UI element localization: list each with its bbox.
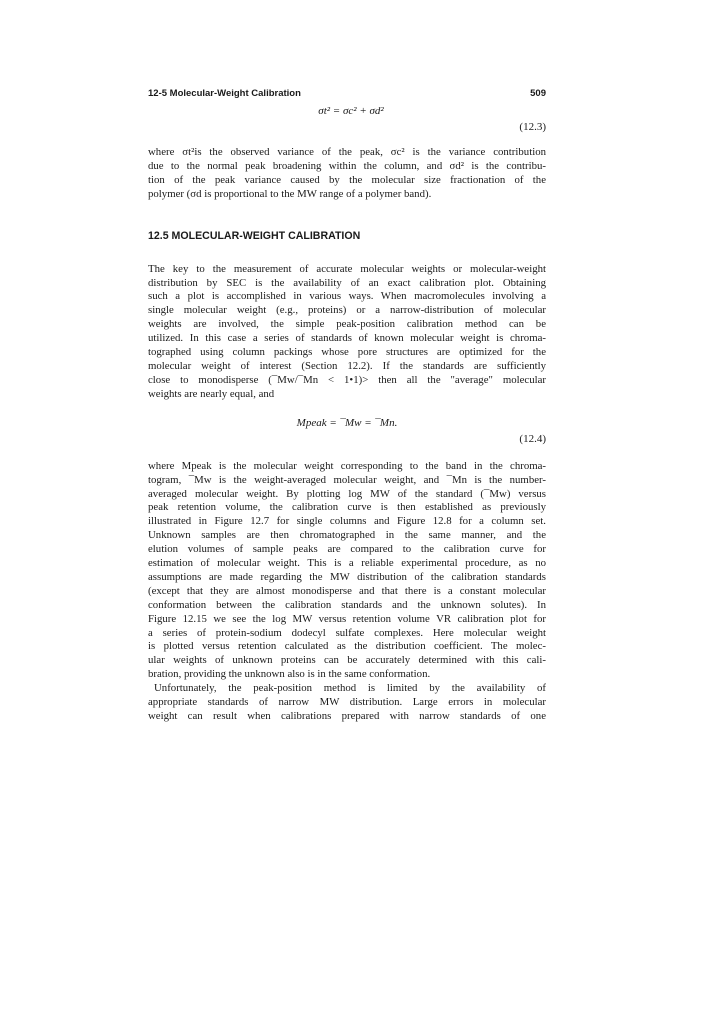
- text-line: averaged molecular weight. By plotting log MW of the standard (¯Mw) versus: [148, 487, 546, 500]
- equation-body: σt² = σc² + σd²: [318, 105, 384, 117]
- text-line: tographed using column packings whose pore structures are optimized for the: [148, 346, 546, 359]
- text-line: togram, ¯Mw is the weight-averaged molecular weight, and ¯Mn is the number-: [148, 473, 546, 486]
- text-line: such a plot is accomplished in various ways. When macromolecules involving a: [148, 290, 546, 303]
- text-line: estimation of molecular weight. This is a reliable experimental procedure, as no: [148, 557, 546, 570]
- equation-body: Mpeak = ¯Mw = ¯Mn.: [296, 416, 398, 429]
- text-line: is plotted versus retention calculated as the distribution coefficient. The molec-: [148, 640, 546, 653]
- text-line: Unfortunately, the peak-position method is limited by the availability of: [154, 682, 546, 695]
- text-line: due to the normal peak broadening within the column, and σd² is the contribu-: [148, 159, 546, 172]
- text-line: a series of protein-sodium dodecyl sulfate complexes. Here molecular weight: [148, 626, 546, 639]
- text-line: utilized. In this case a series of standards of known molecular weight is chroma-: [148, 332, 546, 345]
- text-line: appropriate standards of narrow MW distribution. Large errors in molecular: [148, 696, 546, 709]
- text-line: close to monodisperse (¯Mw/¯Mn < 1•1)> then all the "average" molecular: [148, 373, 546, 386]
- text-line: weights are involved, the simple peak-position calibration method can be: [148, 318, 546, 331]
- book-page: [148, 88, 546, 724]
- equation-12-4: [148, 416, 546, 446]
- text-line: where σt²is the observed variance of the peak, σc² is the variance contribution: [148, 146, 546, 158]
- text-line: ular weights of unknown proteins can be accurately determined with this cali-: [148, 654, 546, 667]
- text-line: peak retention volume, the calibration curve is then established as previously: [148, 501, 546, 514]
- paragraph-calibration-intro: [148, 263, 546, 402]
- text-line: The key to the measurement of accurate molecular weights or molecular-weight: [148, 262, 546, 275]
- text-line: (except that they are almost monodisperse and that there is a constant molecular: [148, 584, 546, 597]
- text-line: illustrated in Figure 12.7 for single columns and Figure 12.8 for a column set.: [148, 515, 546, 528]
- text-line: molecular weight of interest (Section 12.2). If the standards are sufficiently: [148, 359, 546, 372]
- running-head-title: 12-5 Molecular-Weight Calibration: [148, 88, 301, 99]
- page-number: 509: [530, 88, 546, 99]
- text-line: elution volumes of sample peaks are compared to the calibration curve for: [148, 543, 546, 556]
- section-heading: 12.5 MOLECULAR-WEIGHT CALIBRATION: [148, 229, 361, 242]
- paragraph-peak-position: [148, 460, 546, 683]
- text-line: bration, providing the unknown also is in the same conformation.: [148, 668, 431, 681]
- text-line: tion of the peak variance caused by the molecular size fractionation of the: [148, 173, 546, 186]
- paragraph-limitations: [148, 682, 546, 724]
- text-line: where Mpeak is the molecular weight corresponding to the band in the chroma-: [148, 459, 546, 472]
- text-line: assumptions are made regarding the MW distribution of the calibration standards: [148, 570, 546, 583]
- text-line: Unknown samples are then chromatographed in the same manner, and the: [148, 529, 546, 542]
- equation-12-3: [148, 104, 546, 134]
- text-line: weights are nearly equal, and: [148, 387, 275, 400]
- paragraph-variance: [148, 146, 546, 202]
- text-line: single molecular weight (e.g., proteins) or a narrow-distribution of molecular: [148, 304, 546, 317]
- text-line: Figure 12.15 we see the log MW versus retention volume VR calibration plot for: [148, 612, 546, 625]
- running-head: [148, 88, 546, 100]
- text-line: weight can result when calibrations prepared with narrow standards of one: [148, 710, 546, 722]
- text-line: distribution by SEC is the availability of an exact calibration plot. Obtaining: [148, 276, 546, 289]
- text-line: conformation between the calibration standards and the unknown solutes). In: [148, 598, 546, 611]
- text-line: polymer (σd is proportional to the MW range of a polymer band).: [148, 187, 432, 200]
- equation-number: (12.4): [519, 432, 546, 445]
- equation-number: (12.3): [519, 121, 546, 133]
